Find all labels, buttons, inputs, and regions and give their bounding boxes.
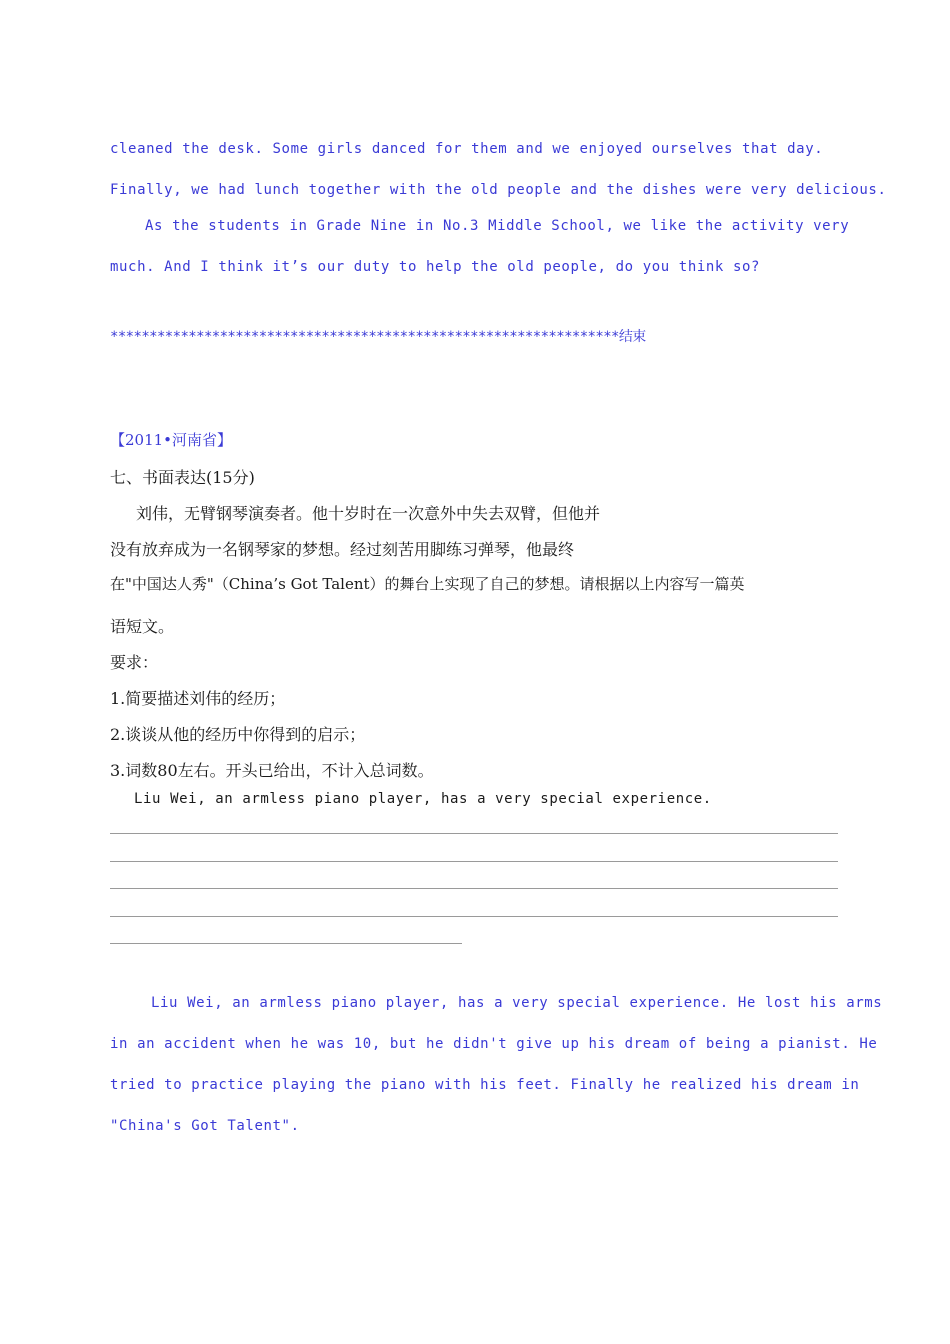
answer-line: Finally, we had lunch together with the old people and the dishes were very delicious. [110,182,887,198]
answer-line: As the students in Grade Nine in No.3 Middle School, we like the activity very [145,218,850,234]
writing-line [110,943,462,944]
answer-line: Liu Wei, an armless piano player, has a very special experience. He lost his arms [151,995,883,1011]
answer-line: much. And I think it’s our duty to help the old people, do you think so? [110,259,761,275]
answer-line: in an accident when he was 10, but he didn't give up his dream of being a pianist. He [110,1036,878,1052]
prompt-line: 语短文。 [110,617,175,636]
writing-line [110,916,838,917]
writing-line [110,833,838,834]
end-marker: *****************************************************************结束 [110,329,646,345]
prompt-line: 没有放弃成为一名钢琴家的梦想。经过刻苦用脚练习弹琴，他最终 [110,540,575,559]
prompt-line: 刘伟，无臂钢琴演奏者。他十岁时在一次意外中失去双臂，但他并 [136,504,601,523]
requirement-item: 3.词数80左右。开头已给出，不计入总词数。 [110,761,434,780]
writing-line [110,888,838,889]
essay-opening: Liu Wei, an armless piano player, has a very special experience. [134,791,712,807]
answer-line: "China's Got Talent". [110,1118,300,1134]
requirement-item: 1.简要描述刘伟的经历； [110,689,286,708]
requirement-item: 2.谈谈从他的经历中你得到的启示； [110,725,366,744]
answer-line: cleaned the desk. Some girls danced for them and we enjoyed ourselves that day. [110,141,824,157]
section-title: 七、书面表达(15分) [110,468,255,487]
prompt-line: 在"中国达人秀"（China’s Got Talent）的舞台上实现了自己的梦想。请根据以上内容写一篇英 [110,575,745,593]
answer-line: tried to practice playing the piano with his feet. Finally he realized his dream in [110,1077,860,1093]
source-tag: 【2011•河南省】 [110,431,233,449]
writing-line [110,861,838,862]
requirements-label: 要求： [110,653,159,672]
